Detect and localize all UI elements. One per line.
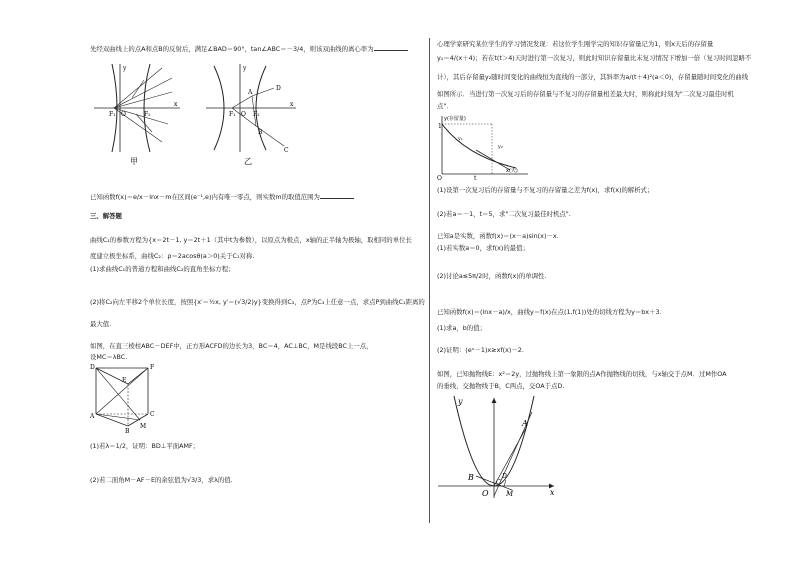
prism-d-label: D bbox=[90, 364, 95, 371]
prism-question-line-1: 如图，在直三棱柱ABC－DEF中，正方形ACFD的边长为3，BC＝4，AC⊥BC，M是线段BC上一点， bbox=[90, 342, 373, 350]
origin-label-2: O bbox=[241, 111, 246, 118]
prism-question-line-2: 设MC＝λBC. bbox=[90, 353, 128, 361]
point-b-label: B bbox=[258, 129, 263, 136]
figure-caption-right: 乙 bbox=[244, 157, 252, 166]
hyperbola-question bbox=[90, 44, 408, 53]
figure-caption-left: 甲 bbox=[130, 157, 138, 166]
hyperbola-question-text: 先经双曲线上的点A和点B的反射后，满足∠BAD＝90°，tan∠ABC＝－3/4，则该双曲线的离心率为 bbox=[90, 45, 374, 53]
f1-label-2: F₁ bbox=[229, 111, 236, 118]
prism-a-label: A bbox=[90, 413, 95, 420]
parabola-y-label: y bbox=[458, 397, 463, 406]
graph-origin-label: O bbox=[437, 175, 442, 180]
polar-question-line-4: (2)将C₂向左平移2个单位长度，按照{x′＝½x, y′＝(√3/2)y}变换得到C₃，点P为C₃上任意一点，求点P到曲线C₁距离的 bbox=[90, 298, 425, 306]
function-question bbox=[90, 192, 354, 201]
memory-subquestion-2: (2)若a＝－1，t＝5，求"二次复习最佳时机点". bbox=[437, 210, 571, 218]
parabola-o-label: O bbox=[482, 489, 489, 498]
polar-question-line-5: 最大值. bbox=[90, 320, 112, 328]
function-g-question-2: (2)讨论a≤5π/2时，函数f(x)的单调性. bbox=[437, 272, 547, 280]
prism-b-label: B bbox=[125, 428, 130, 434]
parabola-d-label: D bbox=[502, 473, 507, 480]
point-d-label: D bbox=[276, 85, 281, 92]
x-axis-label-2: x bbox=[290, 101, 294, 108]
graph-y2-label: y₂ bbox=[498, 144, 503, 150]
polar-question-line-3: (1)求曲线C₁的普通方程和曲线C₂的直角坐标方程； bbox=[90, 265, 235, 273]
prism-question-line-3: (1)若λ＝1/2，证明：BD⊥平面AMF； bbox=[90, 442, 200, 450]
function-g-question-1: (1)若实数a＝0，求f(x)的最值； bbox=[437, 244, 529, 252]
tangent-question-2: (2)证明：(eˣ－1)x≥xf(x)－2. bbox=[437, 346, 524, 354]
parabola-question-line-2: 的垂线，交抛物线于B，C两点，交OA于点D. bbox=[437, 382, 565, 390]
parabola-m-label: M bbox=[506, 490, 514, 498]
hyperbola-figure-right bbox=[204, 62, 300, 166]
polar-question-line-2: 度建立极坐标系，曲线C₂：ρ＝2acosθ(a＞0)关于C₁对称. bbox=[90, 252, 255, 260]
polar-question-line-1: 曲线C₁的参数方程为{x＝2t－1, y＝2t＋1（其中t为参数），以原点为极点，x轴的正半轴为极轴，取相同的单位长 bbox=[90, 236, 412, 244]
parabola-a-label: A bbox=[522, 419, 528, 428]
prism-figure bbox=[88, 362, 168, 434]
prism-m-label: M bbox=[140, 423, 147, 430]
parabola-b-label: B bbox=[468, 473, 474, 482]
graph-one-label: 1 bbox=[438, 123, 442, 130]
prism-question-line-4: (2)若二面角M－AF－E的余弦值为√3/3，求λ的值. bbox=[90, 476, 233, 484]
retention-graph bbox=[436, 112, 532, 180]
memory-question-line-5: 点"． bbox=[437, 102, 453, 110]
origin-label: O bbox=[121, 111, 126, 118]
prism-e-label: E bbox=[122, 377, 127, 384]
y-axis-label-2: y bbox=[243, 65, 247, 72]
tangent-question-intro: 已知函数f(x)＝(lnx－a)/x，曲线y＝f(x)在点(1,f(1))处的切线方程为y＝bx＋3. bbox=[437, 308, 662, 316]
function-g-intro: 已知a是实数，函数f(x)＝(x－a)sin(x)－x. bbox=[437, 232, 559, 240]
f2-label: F₂ bbox=[144, 111, 151, 118]
answer-blank-2 bbox=[320, 192, 354, 199]
hyperbola-figure-left bbox=[92, 62, 182, 166]
graph-y-axis-label: y(存留量) bbox=[444, 116, 466, 122]
parabola-c-label: C bbox=[496, 479, 501, 486]
graph-t-label: t bbox=[474, 175, 477, 180]
memory-question-line-4: 如图所示．当进行第一次复习后的存留量与不复习的存留量相差最大时，则称此时刻为"二次复习最佳时机 bbox=[437, 90, 734, 98]
point-c-label: C bbox=[284, 147, 289, 154]
memory-question-line-1: 心理学家研究某位学生的学习情况发现：若这位学生刚学完的知识存留量记为1，则x天后的存留量 bbox=[437, 40, 714, 48]
section-title: 三、解答题 bbox=[90, 212, 122, 220]
tangent-question-1: (1)求a，b的值； bbox=[437, 324, 486, 332]
answer-blank bbox=[374, 44, 408, 51]
memory-question-line-3: 计），其后存留量y₂随时间变化的曲线恒为直线的一部分，其斜率为a/(t＋4)²(a＜0)，存留量随时间变化的曲线 bbox=[437, 73, 749, 81]
graph-y1-label: y₁ bbox=[458, 136, 463, 142]
parabola-question-line-1: 如图，已知抛物线E：x²＝2y，过抛物线上第一象限的点A作抛物线的切线，与x轴交于点M．过M作OA bbox=[437, 370, 727, 378]
parabola-x-label: x bbox=[550, 488, 555, 497]
y-axis-label: y bbox=[123, 65, 127, 72]
function-question-text: 已知函数f(x)＝e/x－lnx－m在区间(e⁻¹,e)内有唯一零点，则实数m的取值范围为 bbox=[90, 193, 320, 201]
graph-x-axis-label: x(天) bbox=[506, 168, 518, 174]
x-axis-label: x bbox=[174, 101, 178, 108]
memory-question-line-2: y₁＝4/(x＋4)；若在t(t＞4)天时进行第一次复习，则此时知识存留量比未复习情况下增加一倍（复习时间忽略不 bbox=[437, 54, 752, 62]
prism-c-label: C bbox=[150, 411, 155, 418]
point-a-label: A bbox=[248, 89, 253, 96]
prism-f-label: F bbox=[150, 364, 155, 371]
memory-subquestion-1: (1)设第一次复习后的存留量与不复习的存留量之差为f(x)，求f(x)的解析式； bbox=[437, 186, 654, 194]
f2-label-2: F₂ bbox=[253, 111, 260, 118]
f1-label: F₁ bbox=[109, 111, 116, 118]
column-divider bbox=[429, 38, 430, 523]
parabola-figure bbox=[436, 392, 560, 502]
